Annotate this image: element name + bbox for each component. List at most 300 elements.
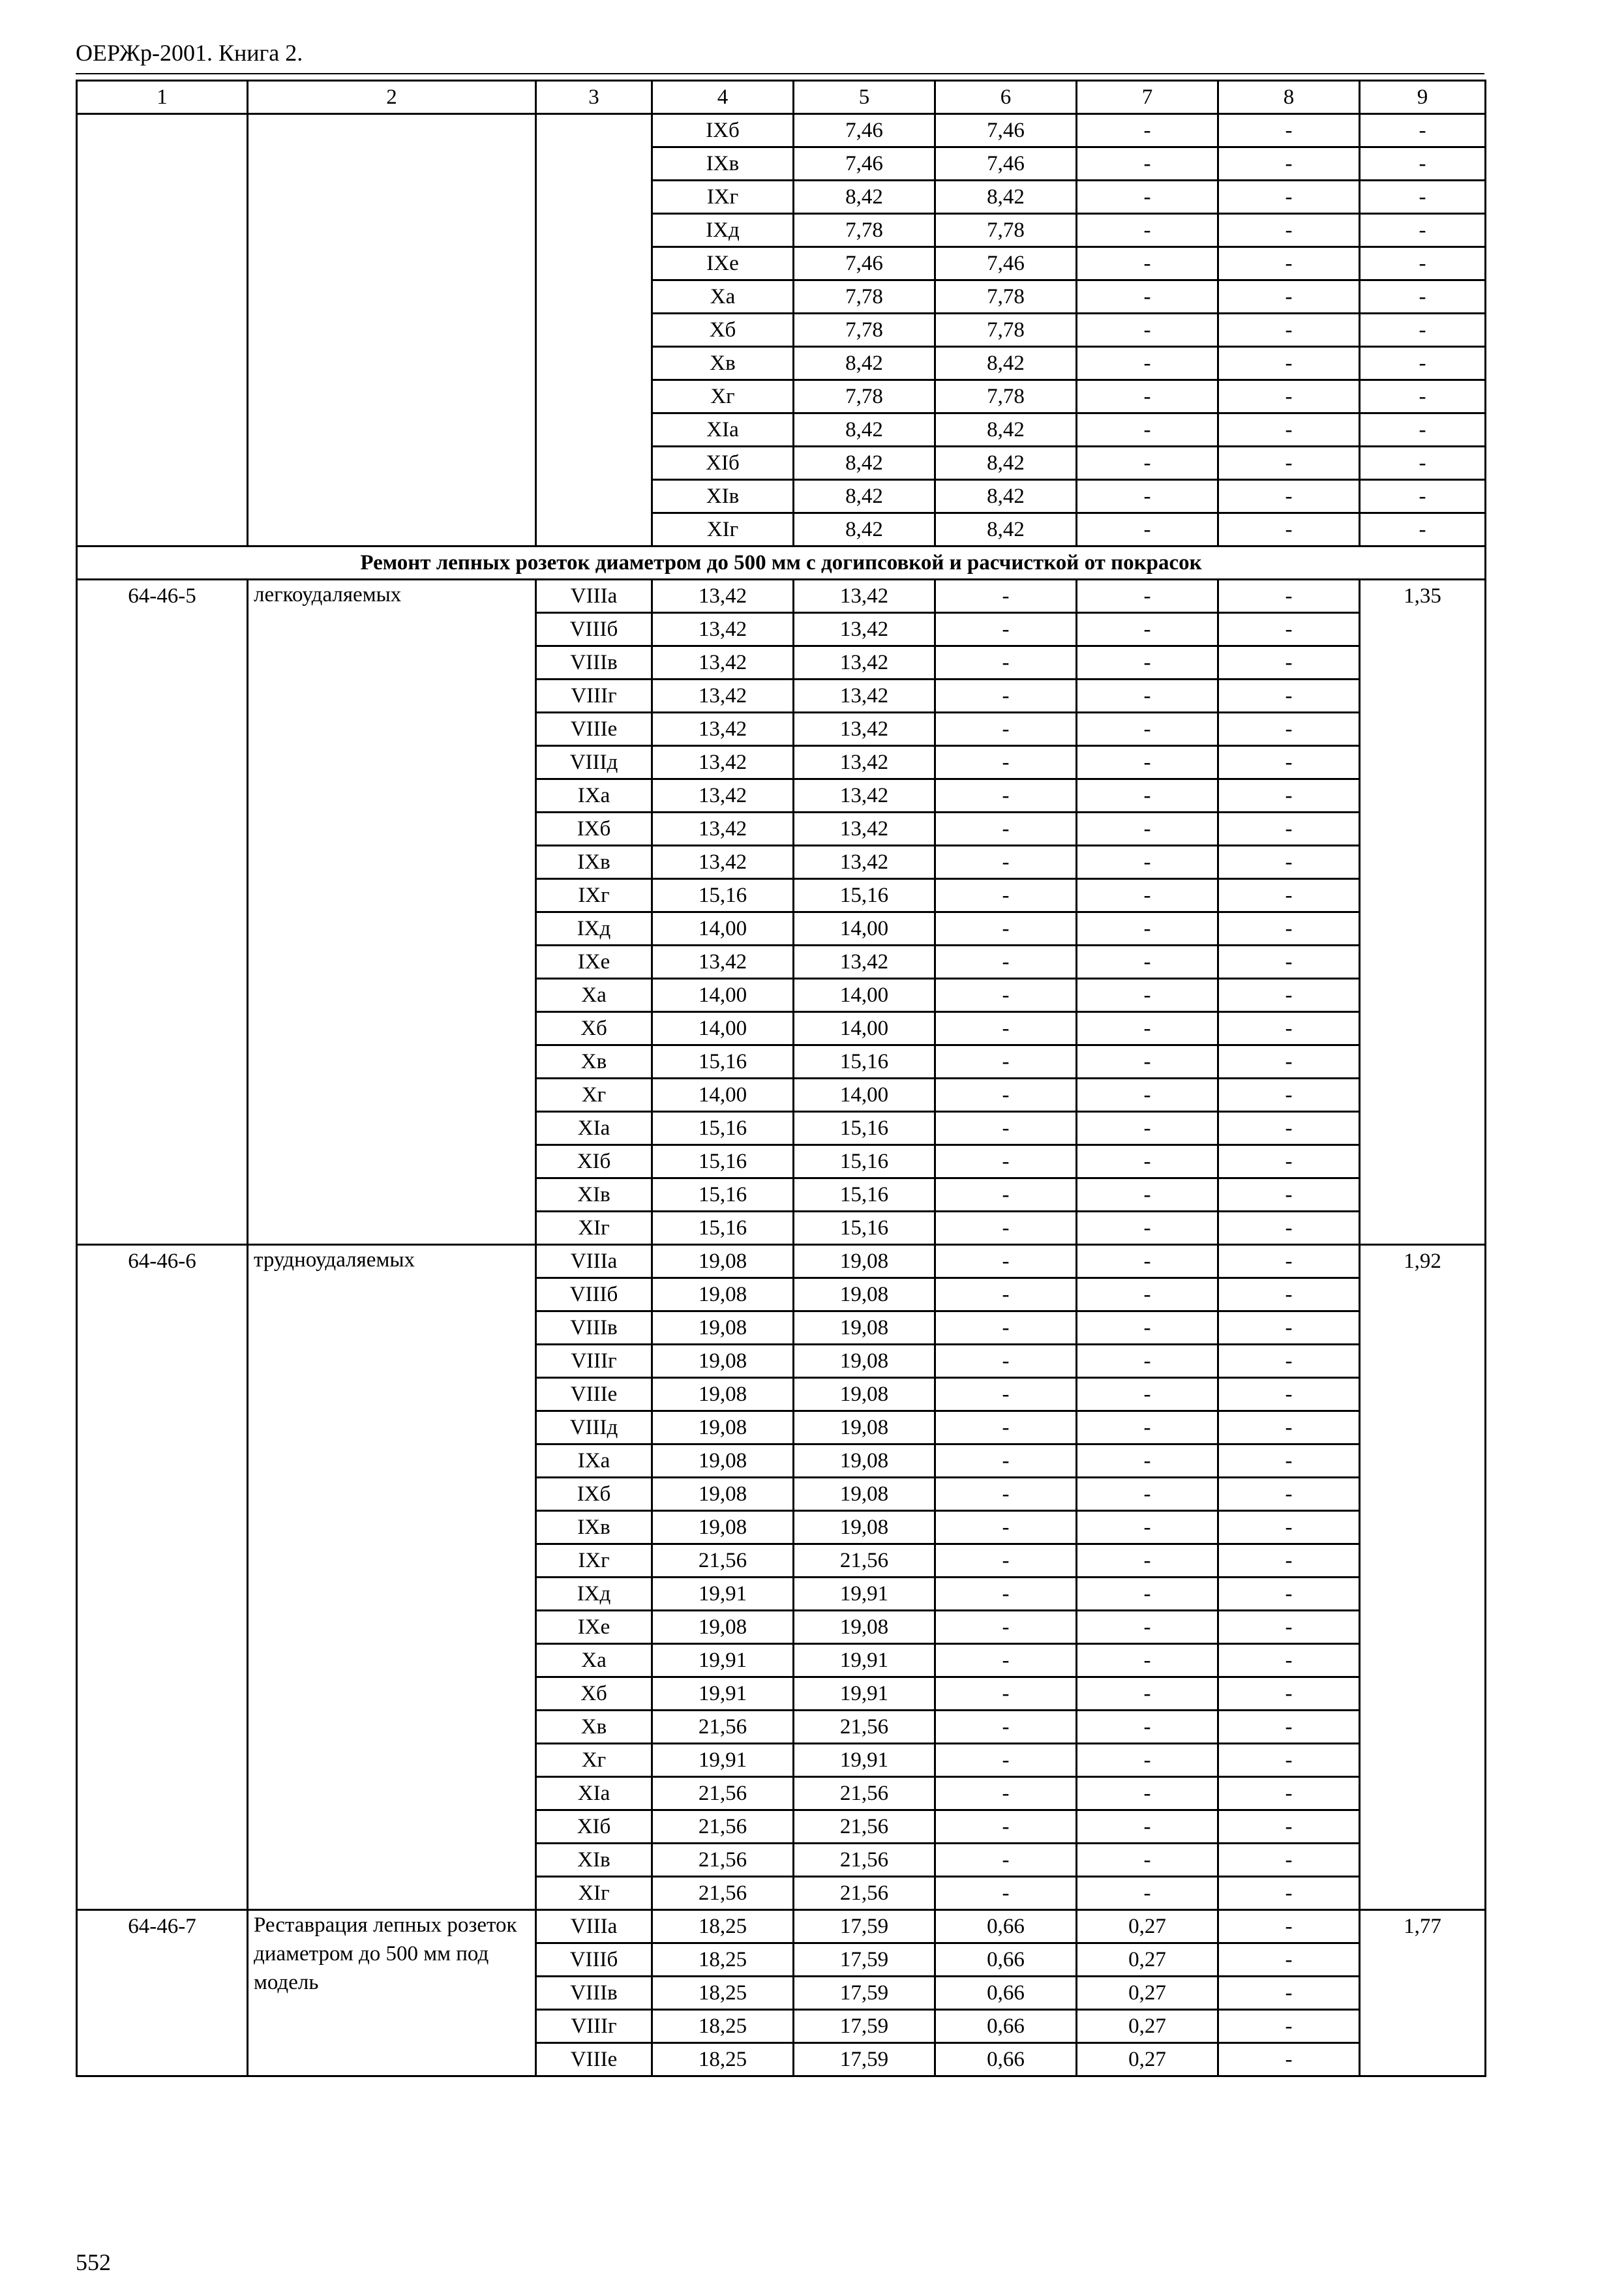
cell-operators: - xyxy=(1218,114,1360,147)
cell-materials: - xyxy=(1218,646,1360,680)
cell-materials: - xyxy=(1218,1877,1360,1910)
cell-total: 19,08 xyxy=(652,1378,794,1411)
table-row xyxy=(77,1245,1486,1278)
cell-operators: - xyxy=(1077,1311,1218,1345)
cell-region: IXб xyxy=(536,813,652,846)
cell-region: XIв xyxy=(536,1178,652,1212)
cell-region: Xв xyxy=(536,1045,652,1079)
cell-machines: - xyxy=(935,1844,1077,1877)
cell-region: XIб xyxy=(652,447,794,480)
cell-materials: - xyxy=(1360,247,1486,280)
cell-labor: 1,77 xyxy=(1360,1910,1486,2076)
cell-operators: - xyxy=(1218,214,1360,247)
cell-wages: 17,59 xyxy=(794,2010,935,2043)
cell-machines: - xyxy=(1077,413,1218,447)
cell-region: IXд xyxy=(652,214,794,247)
cell-region: Xг xyxy=(652,380,794,413)
cell-operators: - xyxy=(1218,280,1360,314)
cell-wages: 13,42 xyxy=(794,746,935,779)
cell-materials: - xyxy=(1360,114,1486,147)
section-row xyxy=(77,546,1486,580)
cell-materials: - xyxy=(1218,2010,1360,2043)
cell-description xyxy=(248,114,536,546)
cell-wages: 8,42 xyxy=(935,480,1077,513)
cell-region: IXе xyxy=(536,946,652,979)
cell-total: 15,16 xyxy=(652,1045,794,1079)
cell-total: 13,42 xyxy=(652,813,794,846)
cell-region: IXе xyxy=(536,1611,652,1644)
cell-machines: - xyxy=(935,1245,1077,1278)
cell-description: трудноудаляемых xyxy=(248,1245,536,1910)
cell-operators: - xyxy=(1077,1578,1218,1611)
cell-wages: 13,42 xyxy=(794,946,935,979)
header-rule xyxy=(76,73,1484,74)
cell-wages: 17,59 xyxy=(794,1910,935,1943)
cell-operators: - xyxy=(1077,1744,1218,1777)
cell-materials: - xyxy=(1360,413,1486,447)
cell-wages: 21,56 xyxy=(794,1544,935,1578)
cell-operators: 0,27 xyxy=(1077,2043,1218,2076)
cell-region: XIг xyxy=(536,1212,652,1245)
column-header-region: 3 xyxy=(536,81,652,114)
cell-wages: 17,59 xyxy=(794,2043,935,2076)
cell-machines: - xyxy=(935,979,1077,1012)
column-header-machines: 6 xyxy=(935,81,1077,114)
cell-total: 14,00 xyxy=(652,912,794,946)
cell-total: 15,16 xyxy=(652,1178,794,1212)
cell-machines: - xyxy=(935,580,1077,613)
cell-operators: - xyxy=(1077,1378,1218,1411)
cell-region: IXв xyxy=(536,846,652,879)
cell-machines: 0,66 xyxy=(935,1943,1077,1977)
cell-operators: - xyxy=(1077,1711,1218,1744)
cell-region: VIIIб xyxy=(536,1943,652,1977)
cell-operators: - xyxy=(1077,1544,1218,1578)
cell-wages: 13,42 xyxy=(794,846,935,879)
cell-region: XIв xyxy=(536,1844,652,1877)
cell-materials: - xyxy=(1218,1544,1360,1578)
cell-total: 13,42 xyxy=(652,746,794,779)
cell-region: XIа xyxy=(652,413,794,447)
cell-operators: - xyxy=(1077,613,1218,646)
cell-materials: - xyxy=(1218,1178,1360,1212)
cell-operators: - xyxy=(1077,1844,1218,1877)
cell-materials: - xyxy=(1360,314,1486,347)
cell-materials: - xyxy=(1218,1644,1360,1677)
cell-region: VIIIа xyxy=(536,1910,652,1943)
cell-total: 19,08 xyxy=(652,1511,794,1544)
cell-total: 21,56 xyxy=(652,1877,794,1910)
cell-wages: 13,42 xyxy=(794,813,935,846)
cell-region: VIIIд xyxy=(536,1411,652,1444)
cell-operators: - xyxy=(1077,1012,1218,1045)
cell-machines: - xyxy=(935,1278,1077,1311)
cell-materials: - xyxy=(1218,680,1360,713)
cell-materials: - xyxy=(1218,1345,1360,1378)
cell-machines: - xyxy=(935,779,1077,813)
cell-machines: - xyxy=(935,813,1077,846)
cell-machines: - xyxy=(935,1810,1077,1844)
cell-operators: - xyxy=(1218,147,1360,181)
cell-materials: - xyxy=(1218,1411,1360,1444)
cell-total: 8,42 xyxy=(794,347,935,380)
cell-operators: - xyxy=(1218,513,1360,546)
cell-machines: - xyxy=(935,646,1077,680)
cell-operators: - xyxy=(1218,413,1360,447)
cell-total: 8,42 xyxy=(794,480,935,513)
cell-materials: - xyxy=(1218,1112,1360,1145)
cell-machines: - xyxy=(1077,247,1218,280)
cell-operators: - xyxy=(1077,680,1218,713)
cell-wages: 19,08 xyxy=(794,1444,935,1478)
cell-wages: 19,08 xyxy=(794,1245,935,1278)
cell-materials: - xyxy=(1218,1611,1360,1644)
column-header-wages: 5 xyxy=(794,81,935,114)
cell-total: 8,42 xyxy=(794,513,935,546)
cell-materials: - xyxy=(1218,613,1360,646)
cell-wages: 21,56 xyxy=(794,1877,935,1910)
cell-wages: 21,56 xyxy=(794,1711,935,1744)
cell-machines: - xyxy=(1077,147,1218,181)
cell-total: 7,78 xyxy=(794,314,935,347)
cell-region: XIв xyxy=(652,480,794,513)
cell-operators: - xyxy=(1077,979,1218,1012)
cell-region: XIг xyxy=(652,513,794,546)
cell-machines: - xyxy=(935,1178,1077,1212)
column-header-total: 4 xyxy=(652,81,794,114)
cell-wages: 21,56 xyxy=(794,1777,935,1810)
cell-wages: 8,42 xyxy=(935,181,1077,214)
cell-materials: - xyxy=(1360,214,1486,247)
cell-machines: - xyxy=(935,1012,1077,1045)
cell-total: 18,25 xyxy=(652,2043,794,2076)
cell-wages: 13,42 xyxy=(794,713,935,746)
cell-materials: - xyxy=(1360,280,1486,314)
cell-machines: - xyxy=(1077,380,1218,413)
cell-region: IXв xyxy=(536,1511,652,1544)
cell-total: 19,91 xyxy=(652,1677,794,1711)
cell-region: VIIIе xyxy=(536,2043,652,2076)
section-title: Ремонт лепных розеток диаметром до 500 мм с догипсовкой и расчисткой от покрасок xyxy=(77,546,1486,580)
cell-total: 14,00 xyxy=(652,979,794,1012)
cell-wages: 17,59 xyxy=(794,1943,935,1977)
cell-materials: - xyxy=(1360,181,1486,214)
cell-machines: - xyxy=(935,1611,1077,1644)
cell-wages: 13,42 xyxy=(794,680,935,713)
cell-region: VIIIг xyxy=(536,1345,652,1378)
cell-machines: - xyxy=(1077,214,1218,247)
cell-region: XIа xyxy=(536,1112,652,1145)
cell-materials: - xyxy=(1218,1910,1360,1943)
cell-region: Xг xyxy=(536,1079,652,1112)
cell-wages: 19,08 xyxy=(794,1311,935,1345)
cell-machines: - xyxy=(935,1444,1077,1478)
cell-machines: - xyxy=(935,912,1077,946)
cell-machines: - xyxy=(935,746,1077,779)
column-header-labor: 9 xyxy=(1360,81,1486,114)
cell-wages: 7,78 xyxy=(935,380,1077,413)
cell-region: VIIIа xyxy=(536,580,652,613)
cell-operators: - xyxy=(1077,1777,1218,1810)
cell-region: Xб xyxy=(536,1012,652,1045)
cell-region: Xб xyxy=(652,314,794,347)
page-number: 552 xyxy=(76,2249,111,2275)
cell-wages: 7,46 xyxy=(935,147,1077,181)
cell-machines: - xyxy=(935,1079,1077,1112)
cell-operators: - xyxy=(1218,447,1360,480)
cell-operators: - xyxy=(1218,247,1360,280)
cell-total: 8,42 xyxy=(794,413,935,447)
cell-wages: 7,46 xyxy=(935,247,1077,280)
cell-wages: 19,08 xyxy=(794,1611,935,1644)
cell-materials: - xyxy=(1360,147,1486,181)
cell-operators: - xyxy=(1077,946,1218,979)
cell-materials: - xyxy=(1218,1212,1360,1245)
page-header: ОЕРЖр-2001. Книга 2. xyxy=(76,40,303,66)
cell-total: 19,08 xyxy=(652,1478,794,1511)
cell-code: 64-46-6 xyxy=(77,1245,248,1910)
cell-total: 19,91 xyxy=(652,1744,794,1777)
cell-materials: - xyxy=(1218,912,1360,946)
cell-region: VIIIд xyxy=(536,746,652,779)
cell-region: VIIIе xyxy=(536,713,652,746)
cell-materials: - xyxy=(1218,1378,1360,1411)
cell-materials: - xyxy=(1218,813,1360,846)
cell-wages: 19,91 xyxy=(794,1744,935,1777)
cell-materials: - xyxy=(1218,2043,1360,2076)
cell-machines: - xyxy=(1077,447,1218,480)
cell-machines: - xyxy=(935,1578,1077,1611)
cell-operators: 0,27 xyxy=(1077,1943,1218,1977)
cell-region: VIIIг xyxy=(536,2010,652,2043)
cell-total: 18,25 xyxy=(652,1943,794,1977)
cell-operators: - xyxy=(1218,380,1360,413)
cell-machines: - xyxy=(935,1378,1077,1411)
cell-materials: - xyxy=(1218,1444,1360,1478)
cell-labor xyxy=(536,114,652,546)
cell-materials: - xyxy=(1218,979,1360,1012)
cell-total: 8,42 xyxy=(794,181,935,214)
cell-labor: 1,92 xyxy=(1360,1245,1486,1910)
cell-operators: - xyxy=(1077,646,1218,680)
cell-operators: - xyxy=(1077,1411,1218,1444)
cell-code: 64-46-7 xyxy=(77,1910,248,2076)
cell-region: Xв xyxy=(652,347,794,380)
cell-machines: - xyxy=(935,680,1077,713)
cell-region: IXе xyxy=(652,247,794,280)
cell-operators: - xyxy=(1077,1278,1218,1311)
cell-materials: - xyxy=(1218,746,1360,779)
cell-materials: - xyxy=(1218,1478,1360,1511)
cell-materials: - xyxy=(1218,1311,1360,1345)
cell-operators: - xyxy=(1218,314,1360,347)
cell-materials: - xyxy=(1218,1245,1360,1278)
cell-materials: - xyxy=(1360,447,1486,480)
cell-wages: 7,78 xyxy=(935,314,1077,347)
cell-materials: - xyxy=(1218,1045,1360,1079)
cell-machines: - xyxy=(935,1112,1077,1145)
cell-operators: - xyxy=(1077,1511,1218,1544)
cell-wages: 21,56 xyxy=(794,1844,935,1877)
cell-operators: - xyxy=(1218,181,1360,214)
cell-operators: 0,27 xyxy=(1077,2010,1218,2043)
cell-wages: 13,42 xyxy=(794,779,935,813)
cell-total: 21,56 xyxy=(652,1544,794,1578)
cell-operators: - xyxy=(1077,1611,1218,1644)
cell-region: VIIIб xyxy=(536,1278,652,1311)
cell-total: 7,78 xyxy=(794,380,935,413)
cell-operators: - xyxy=(1077,1877,1218,1910)
cell-region: IXа xyxy=(536,1444,652,1478)
cell-total: 7,46 xyxy=(794,247,935,280)
cell-region: XIг xyxy=(536,1877,652,1910)
cell-materials: - xyxy=(1218,846,1360,879)
norms-table xyxy=(76,80,1486,2077)
cell-region: Xг xyxy=(536,1744,652,1777)
column-header-materials: 8 xyxy=(1218,81,1360,114)
cell-wages: 15,16 xyxy=(794,1145,935,1178)
cell-wages: 14,00 xyxy=(794,1012,935,1045)
cell-code: 64-46-5 xyxy=(77,580,248,1245)
cell-total: 13,42 xyxy=(652,580,794,613)
cell-materials: - xyxy=(1218,1012,1360,1045)
cell-total: 13,42 xyxy=(652,613,794,646)
column-header-code: 1 xyxy=(77,81,248,114)
cell-total: 19,08 xyxy=(652,1311,794,1345)
cell-total: 21,56 xyxy=(652,1777,794,1810)
cell-region: VIIIа xyxy=(536,1245,652,1278)
cell-operators: 0,27 xyxy=(1077,1910,1218,1943)
cell-wages: 19,08 xyxy=(794,1278,935,1311)
cell-wages: 13,42 xyxy=(794,613,935,646)
cell-materials: - xyxy=(1218,779,1360,813)
cell-total: 7,78 xyxy=(794,280,935,314)
cell-total: 7,46 xyxy=(794,114,935,147)
cell-machines: - xyxy=(935,1677,1077,1711)
cell-description: Реставрация лепных розеток диаметром до 500 мм под модель xyxy=(248,1910,536,2076)
cell-materials: - xyxy=(1218,1744,1360,1777)
cell-operators: - xyxy=(1077,1345,1218,1378)
cell-region: VIIIб xyxy=(536,613,652,646)
cell-wages: 14,00 xyxy=(794,979,935,1012)
cell-total: 14,00 xyxy=(652,1079,794,1112)
cell-materials: - xyxy=(1218,1943,1360,1977)
cell-machines: - xyxy=(935,1877,1077,1910)
cell-materials: - xyxy=(1218,879,1360,912)
cell-machines: - xyxy=(1077,114,1218,147)
cell-operators: - xyxy=(1218,347,1360,380)
cell-operators: - xyxy=(1077,1145,1218,1178)
cell-machines: - xyxy=(935,879,1077,912)
cell-total: 19,08 xyxy=(652,1611,794,1644)
cell-region: Xв xyxy=(536,1711,652,1744)
cell-machines: - xyxy=(935,1711,1077,1744)
cell-wages: 7,46 xyxy=(935,114,1077,147)
cell-total: 8,42 xyxy=(794,447,935,480)
cell-wages: 15,16 xyxy=(794,1212,935,1245)
cell-machines: - xyxy=(935,1212,1077,1245)
cell-region: XIб xyxy=(536,1145,652,1178)
cell-wages: 21,56 xyxy=(794,1810,935,1844)
cell-total: 14,00 xyxy=(652,1012,794,1045)
cell-machines: - xyxy=(1077,314,1218,347)
cell-total: 19,08 xyxy=(652,1444,794,1478)
cell-region: IXб xyxy=(652,114,794,147)
cell-machines: - xyxy=(935,1345,1077,1378)
cell-total: 18,25 xyxy=(652,2010,794,2043)
cell-total: 13,42 xyxy=(652,779,794,813)
cell-operators: - xyxy=(1077,1178,1218,1212)
cell-machines: 0,66 xyxy=(935,1910,1077,1943)
cell-total: 15,16 xyxy=(652,1212,794,1245)
cell-region: XIб xyxy=(536,1810,652,1844)
cell-materials: - xyxy=(1218,1977,1360,2010)
cell-materials: - xyxy=(1218,580,1360,613)
cell-operators: - xyxy=(1077,779,1218,813)
cell-wages: 15,16 xyxy=(794,879,935,912)
cell-materials: - xyxy=(1360,480,1486,513)
cell-labor: 1,35 xyxy=(1360,580,1486,1245)
cell-materials: - xyxy=(1218,1145,1360,1178)
cell-operators: - xyxy=(1077,713,1218,746)
cell-total: 13,42 xyxy=(652,646,794,680)
cell-materials: - xyxy=(1218,946,1360,979)
cell-region: VIIIв xyxy=(536,1977,652,2010)
cell-operators: - xyxy=(1077,1810,1218,1844)
cell-region: IXг xyxy=(652,181,794,214)
cell-wages: 7,78 xyxy=(935,280,1077,314)
cell-region: IXб xyxy=(536,1478,652,1511)
cell-total: 7,46 xyxy=(794,147,935,181)
cell-total: 13,42 xyxy=(652,846,794,879)
cell-total: 7,78 xyxy=(794,214,935,247)
cell-operators: - xyxy=(1077,1444,1218,1478)
cell-operators: - xyxy=(1077,1212,1218,1245)
cell-wages: 17,59 xyxy=(794,1977,935,2010)
cell-machines: - xyxy=(935,1145,1077,1178)
cell-materials: - xyxy=(1218,1677,1360,1711)
cell-total: 19,91 xyxy=(652,1644,794,1677)
cell-operators: 0,27 xyxy=(1077,1977,1218,2010)
cell-materials: - xyxy=(1360,380,1486,413)
table-row xyxy=(77,1910,1486,1943)
cell-operators: - xyxy=(1077,1644,1218,1677)
cell-machines: - xyxy=(1077,480,1218,513)
cell-machines: - xyxy=(1077,347,1218,380)
cell-total: 19,08 xyxy=(652,1245,794,1278)
cell-total: 15,16 xyxy=(652,879,794,912)
cell-region: IXв xyxy=(652,147,794,181)
cell-materials: - xyxy=(1360,513,1486,546)
cell-machines: - xyxy=(935,1644,1077,1677)
cell-region: VIIIе xyxy=(536,1378,652,1411)
cell-machines: - xyxy=(935,1478,1077,1511)
cell-total: 18,25 xyxy=(652,1977,794,2010)
cell-operators: - xyxy=(1077,1677,1218,1711)
cell-operators: - xyxy=(1077,1478,1218,1511)
cell-machines: - xyxy=(935,1411,1077,1444)
cell-wages: 13,42 xyxy=(794,580,935,613)
cell-wages: 7,78 xyxy=(935,214,1077,247)
cell-machines: - xyxy=(935,613,1077,646)
cell-machines: - xyxy=(935,713,1077,746)
cell-region: XIа xyxy=(536,1777,652,1810)
cell-code xyxy=(77,114,248,546)
cell-region: IXг xyxy=(536,1544,652,1578)
cell-wages: 19,08 xyxy=(794,1478,935,1511)
cell-total: 15,16 xyxy=(652,1112,794,1145)
cell-operators: - xyxy=(1218,480,1360,513)
